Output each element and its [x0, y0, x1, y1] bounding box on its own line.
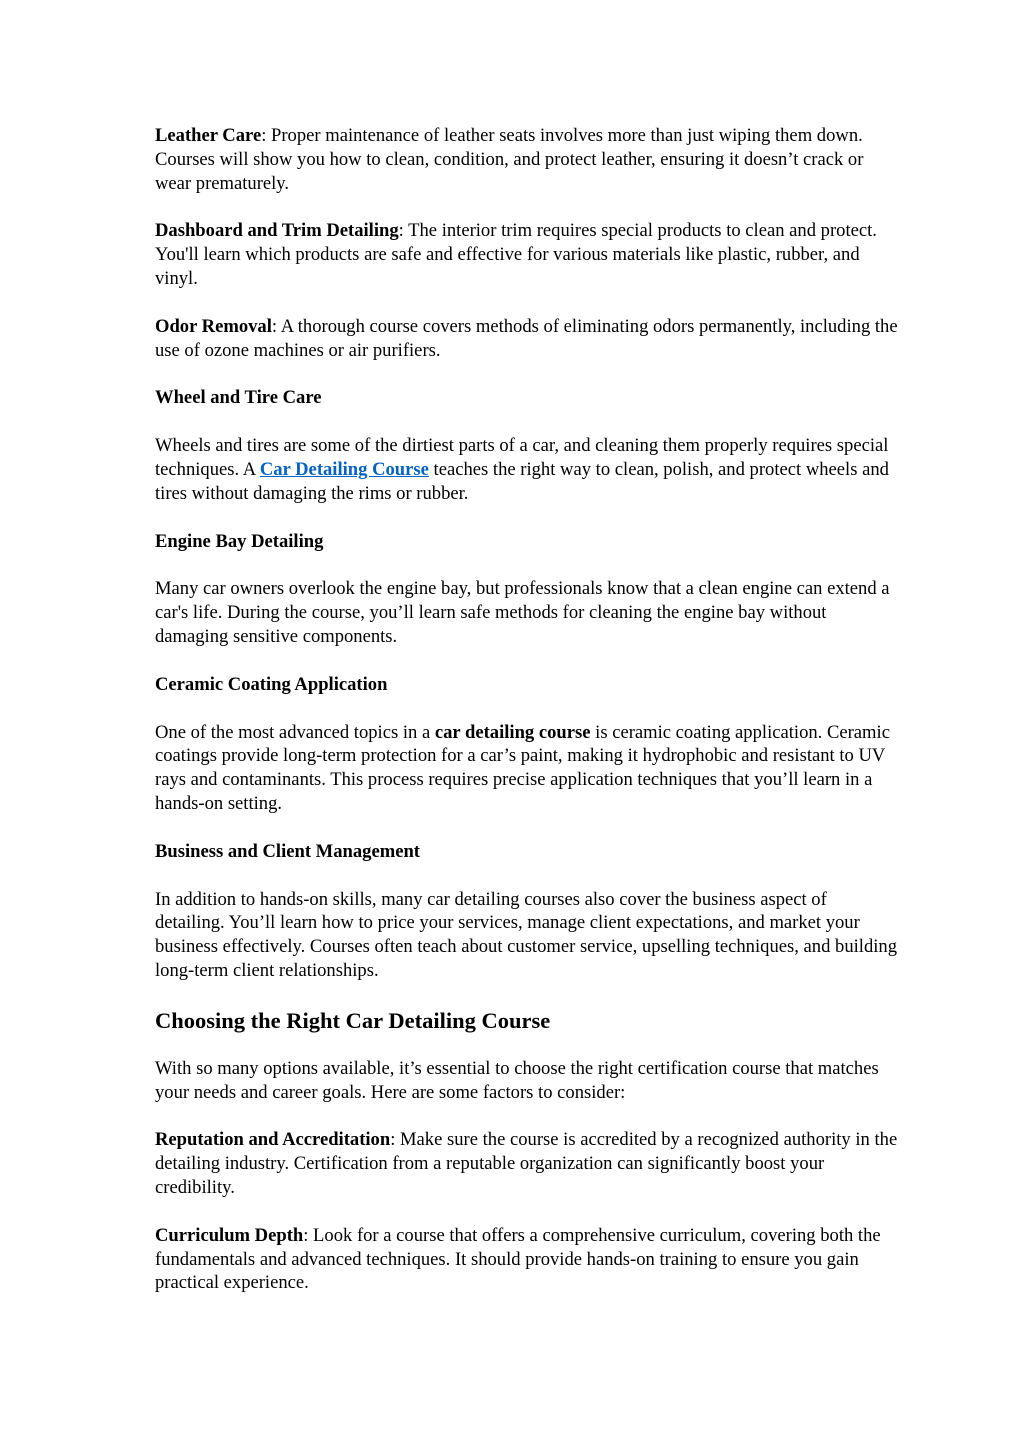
- document-page: [155, 124, 900, 1319]
- text: teaches the right way to clean, polish, and protect wheels and tires without damaging the rims or rubber.: [155, 458, 889, 504]
- term-car-detailing-course: car detailing course: [434, 721, 591, 743]
- paragraph-ceramic-coating: [155, 721, 900, 816]
- text: : Make sure the course is accredited by a recognized authority in the detailing industry. Certification from a reputable organization can significantly boost your credibility.: [155, 1129, 898, 1198]
- text: Wheels and tires are some of the dirtiest parts of a car, and cleaning them properly requires special techniques. A: [155, 435, 889, 480]
- paragraph-leather-care: [155, 124, 900, 195]
- text: : Proper maintenance of leather seats involves more than just wiping them down. Courses will show you how to clean, condition, and protect leather, ensuring it doesn’t crack or wear prematurely.: [155, 125, 864, 194]
- section-heading-choosing-course: Choosing the Right Car Detailing Course: [155, 1007, 551, 1033]
- text: One of the most advanced topics in a: [155, 721, 435, 743]
- term-dashboard-trim: Dashboard and Trim Detailing: [155, 220, 399, 242]
- car-detailing-course-link[interactable]: Car Detailing Course: [259, 458, 429, 480]
- text: : A thorough course covers methods of eliminating odors permanently, including the use of ozone machines or air purifiers.: [155, 315, 898, 361]
- paragraph-dashboard-trim: [155, 219, 900, 290]
- term-curriculum-depth: Curriculum Depth: [155, 1224, 304, 1246]
- term-reputation: Reputation and Accreditation: [155, 1129, 391, 1151]
- paragraph-odor-removal: [155, 315, 900, 363]
- paragraph-engine-bay: [155, 577, 900, 648]
- paragraph-wheel-tire: [155, 434, 900, 505]
- heading-ceramic-coating: Ceramic Coating Application: [155, 673, 388, 695]
- heading-business-client: Business and Client Management: [155, 840, 420, 862]
- paragraph-choosing-intro: [155, 1057, 900, 1105]
- text: Many car owners overlook the engine bay, but professionals know that a clean engine can extend a car's life. During the course, you’ll learn safe methods for cleaning the engine bay without damaging sensitive components.: [155, 578, 890, 647]
- text: : Look for a course that offers a comprehensive curriculum, covering both the fundamentals and advanced techniques. It should provide hands-on training to ensure you gain practical experience.: [155, 1224, 881, 1294]
- paragraph-business-client: [155, 888, 900, 983]
- heading-engine-bay: Engine Bay Detailing: [155, 530, 324, 552]
- text: In addition to hands-on skills, many car detailing courses also cover the business aspect of detailing. You’ll learn how to price your services, manage client expectations, and market your business effectively. Courses often teach about customer service, upselling techniques, and building long-term client relationships.: [155, 888, 898, 981]
- paragraph-curriculum: [155, 1224, 900, 1295]
- term-leather-care: Leather Care: [155, 125, 262, 146]
- heading-wheel-tire-care: Wheel and Tire Care: [155, 387, 322, 409]
- text: : The interior trim requires special products to clean and protect. You'll learn which products are safe and effective for various materials like plastic, rubber, and vinyl.: [155, 220, 877, 289]
- term-odor-removal: Odor Removal: [155, 315, 272, 337]
- text: is ceramic coating application. Ceramic coatings provide long-term protection for a car’s paint, making it hydrophobic and resistant to UV rays and contaminants. This process requires precise application techniques that you’ll learn in a hands-on setting.: [155, 721, 890, 814]
- paragraph-reputation: [155, 1128, 900, 1199]
- text: With so many options available, it’s essential to choose the right certification course that matches your needs and career goals. Here are some factors to consider:: [155, 1057, 879, 1103]
